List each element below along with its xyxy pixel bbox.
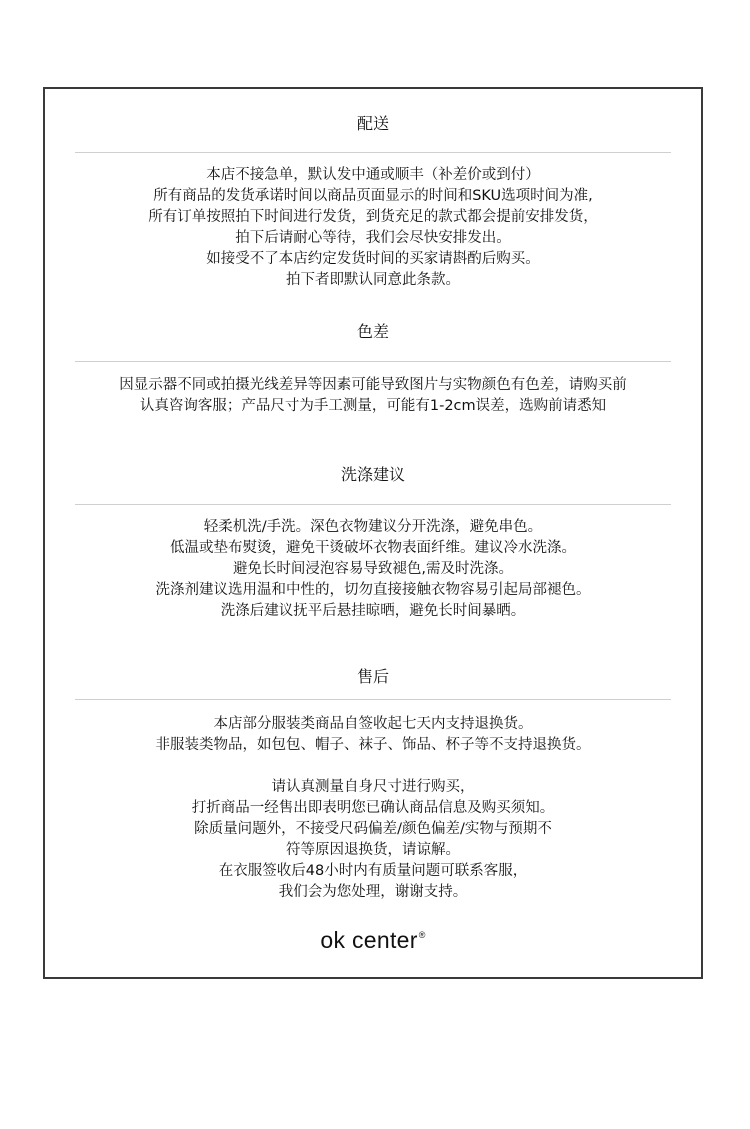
- text-line: 除质量问题外，不接受尺码偏差/颜色偏差/实物与预期不: [194, 821, 552, 837]
- text-line: 洗涤剂建议选用温和中性的，切勿直接接触衣物容易引起局部褪色。: [155, 582, 591, 598]
- section-washing: [45, 465, 701, 485]
- text-line: 非服装类物品，如包包、帽子、袜子、饰品、杯子等不支持退换货。: [155, 737, 591, 753]
- divider: [75, 152, 671, 153]
- text-line: 本店不接急单，默认发中通或顺丰（补差价或到付）: [206, 167, 540, 183]
- brand-name: ok center: [320, 927, 418, 953]
- section-shipping: [45, 114, 701, 134]
- text-line: 打折商品一经售出即表明您已确认商品信息及购买须知。: [191, 800, 555, 816]
- registered-mark: ®: [418, 930, 426, 940]
- brand-logo: [45, 927, 701, 954]
- text-line: 轻柔机洗/手洗。深色衣物建议分开洗涤，避免串色。: [203, 519, 543, 535]
- section-title: 洗涤建议: [340, 465, 405, 484]
- text-line: 本店部分服装类商品自签收起七天内支持退换货。: [213, 716, 533, 732]
- text-line: 洗涤后建议抚平后悬挂晾晒，避免长时间暴晒。: [220, 603, 526, 619]
- text-line: 拍下后请耐心等待，我们会尽快安排发出。: [235, 230, 511, 246]
- text-line: 如接受不了本店约定发货时间的买家请斟酌后购买。: [206, 251, 540, 267]
- policy-card: [43, 87, 703, 979]
- text-line: 符等原因退换货，请谅解。: [286, 842, 460, 858]
- washing-text: [45, 517, 701, 622]
- text-line: 所有商品的发货承诺时间以商品页面显示的时间和SKU选项时间为准,: [153, 188, 593, 204]
- section-title: 售后: [356, 667, 389, 686]
- section-after-sales: [45, 667, 701, 687]
- text-line: 请认真测量自身尺寸进行购买，: [271, 779, 475, 795]
- text-line: 所有订单按照拍下时间进行发货，到货充足的款式都会提前安排发货，: [148, 209, 598, 225]
- divider: [75, 361, 671, 362]
- text-line: 认真咨询客服；产品尺寸为手工测量，可能有1-2cm误差，选购前请悉知: [139, 398, 607, 414]
- after-sales-text: [45, 714, 701, 903]
- text-line: 我们会为您处理，谢谢支持。: [278, 884, 468, 900]
- color-difference-text: [45, 375, 701, 417]
- section-color-difference: [45, 322, 701, 342]
- divider: [75, 699, 671, 700]
- text-line: 在衣服签收后48小时内有质量问题可联系客服，: [218, 863, 528, 879]
- text-line: [45, 756, 701, 777]
- section-title: 色差: [356, 322, 389, 341]
- text-line: 低温或垫布熨烫，避免干烫破坏衣物表面纤维。建议冷水洗涤。: [170, 540, 576, 556]
- shipping-text: [45, 165, 701, 291]
- divider: [75, 504, 671, 505]
- text-line: 拍下者即默认同意此条款。: [286, 272, 460, 288]
- text-line: 避免长时间浸泡容易导致褪色,需及时洗涤。: [232, 561, 514, 577]
- text-line: 因显示器不同或拍摄光线差异等因素可能导致图片与实物颜色有色差，请购买前: [119, 377, 627, 393]
- section-title: 配送: [356, 114, 389, 133]
